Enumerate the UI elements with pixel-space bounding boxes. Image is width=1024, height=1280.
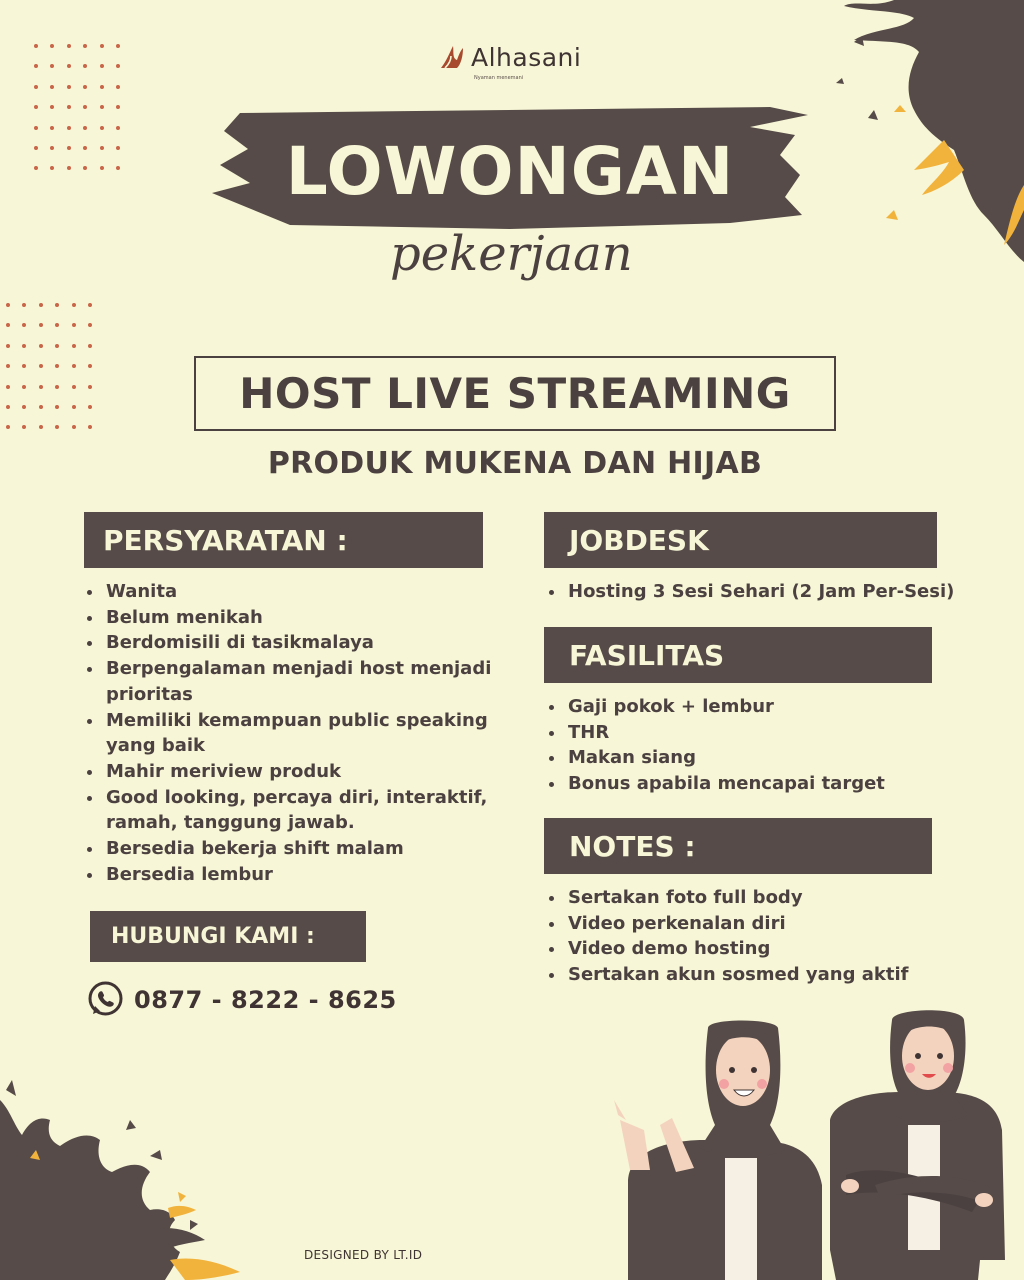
dot [116, 64, 120, 68]
dot [39, 344, 43, 348]
designer-credit: DESIGNED BY LT.ID [304, 1248, 423, 1262]
dot [6, 385, 10, 389]
dot [39, 425, 43, 429]
woman-arms-crossed [830, 1010, 1005, 1280]
dot [100, 64, 104, 68]
dot [34, 85, 38, 89]
dot [55, 385, 59, 389]
list-item: Gaji pokok + lembur [546, 694, 966, 720]
dot [34, 105, 38, 109]
list-item: Hosting 3 Sesi Sehari (2 Jam Per-Sesi) [546, 579, 966, 605]
list-item: Berdomisili di tasikmalaya [84, 630, 494, 656]
dot [83, 146, 87, 150]
dot [100, 126, 104, 130]
dot [55, 323, 59, 327]
requirements-heading: PERSYARATAN : [84, 512, 483, 568]
phone-number: 0877 - 8222 - 8625 [134, 985, 397, 1014]
dot [88, 385, 92, 389]
list-item: Belum menikah [84, 605, 494, 631]
script-subtitle-text: pekerjaan [390, 226, 633, 282]
dot [22, 303, 26, 307]
dot [72, 425, 76, 429]
dot [34, 126, 38, 130]
dot [22, 344, 26, 348]
dot [39, 385, 43, 389]
dot [100, 166, 104, 170]
contact-heading: HUBUNGI KAMI : [90, 911, 366, 962]
dot [83, 44, 87, 48]
dot [88, 303, 92, 307]
dot [88, 425, 92, 429]
dot [34, 64, 38, 68]
dot [83, 105, 87, 109]
list-item: Video perkenalan diri [546, 911, 966, 937]
paint-splat-bottom-left [0, 1080, 260, 1280]
dot [55, 303, 59, 307]
logo-mark-icon [437, 42, 467, 72]
dot [50, 166, 54, 170]
dot [39, 405, 43, 409]
dot [34, 146, 38, 150]
dot [50, 64, 54, 68]
product-subtitle: PRODUK MUKENA DAN HIJAB [267, 446, 763, 481]
dot [6, 344, 10, 348]
dot [67, 146, 71, 150]
dot [55, 425, 59, 429]
notes-list [546, 885, 966, 988]
dot [67, 85, 71, 89]
list-item: Good looking, percaya diri, interaktif, ramah, tanggung jawab. [84, 785, 494, 836]
dot [83, 126, 87, 130]
dot-grid-mid-left [6, 303, 104, 429]
requirements-list [84, 579, 494, 887]
list-item: Makan siang [546, 745, 966, 771]
dot [67, 126, 71, 130]
dot [100, 146, 104, 150]
dot [72, 344, 76, 348]
dot [50, 44, 54, 48]
dot [67, 44, 71, 48]
dot [116, 85, 120, 89]
dot [22, 323, 26, 327]
dot [88, 344, 92, 348]
dot [22, 385, 26, 389]
list-item: Bersedia bekerja shift malam [84, 836, 494, 862]
dot [116, 126, 120, 130]
brand-name: Alhasani [471, 42, 582, 72]
list-item: Video demo hosting [546, 936, 966, 962]
dot [116, 146, 120, 150]
dot [22, 425, 26, 429]
phone-contact[interactable] [87, 981, 397, 1018]
facilities-list [546, 694, 966, 797]
dot [67, 166, 71, 170]
page-title: LOWONGAN [285, 133, 735, 210]
dot [6, 405, 10, 409]
dot [67, 64, 71, 68]
dot [39, 364, 43, 368]
list-item: Mahir meriview produk [84, 759, 494, 785]
dot [34, 166, 38, 170]
dot [116, 44, 120, 48]
dot [83, 166, 87, 170]
dot [116, 166, 120, 170]
dot [55, 344, 59, 348]
dot [55, 364, 59, 368]
dot [72, 385, 76, 389]
dot [88, 323, 92, 327]
dot [6, 364, 10, 368]
list-item: Berpengalaman menjadi host menjadi prioritas [84, 656, 494, 707]
dot [100, 85, 104, 89]
woman-pointing [614, 1021, 822, 1280]
dot [39, 323, 43, 327]
paint-splat-top-right [814, 0, 1024, 265]
dot [83, 64, 87, 68]
dot [39, 303, 43, 307]
brand-logo [437, 42, 582, 81]
dot [50, 85, 54, 89]
script-subtitle [380, 215, 640, 345]
list-item: THR [546, 720, 966, 746]
notes-heading: NOTES : [544, 818, 932, 874]
brand-tagline: Nyaman menemani [474, 75, 524, 81]
dot [34, 44, 38, 48]
dot [72, 323, 76, 327]
dot [6, 323, 10, 327]
dot-grid-top-left [34, 44, 132, 170]
whatsapp-icon [87, 981, 124, 1018]
dot [22, 364, 26, 368]
facilities-heading: FASILITAS [544, 627, 932, 683]
jobdesk-list [546, 579, 966, 605]
dot [88, 364, 92, 368]
dot [72, 364, 76, 368]
dot [100, 44, 104, 48]
dot [6, 303, 10, 307]
dot [6, 425, 10, 429]
dot [72, 405, 76, 409]
list-item: Bersedia lembur [84, 862, 494, 888]
dot [22, 405, 26, 409]
list-item: Bonus apabila mencapai target [546, 771, 966, 797]
dot [50, 105, 54, 109]
dot [72, 303, 76, 307]
dot [100, 105, 104, 109]
list-item: Sertakan akun sosmed yang aktif [546, 962, 966, 988]
list-item: Wanita [84, 579, 494, 605]
dot [67, 105, 71, 109]
list-item: Memiliki kemampuan public speaking yang baik [84, 708, 494, 759]
women-illustration [600, 1000, 1024, 1280]
jobdesk-heading: JOBDESK [544, 512, 937, 568]
position-title: HOST LIVE STREAMING [239, 369, 791, 418]
dot [116, 105, 120, 109]
dot [55, 405, 59, 409]
dot [88, 405, 92, 409]
dot [50, 146, 54, 150]
position-box [194, 356, 836, 431]
dot [83, 85, 87, 89]
list-item: Sertakan foto full body [546, 885, 966, 911]
dot [50, 126, 54, 130]
